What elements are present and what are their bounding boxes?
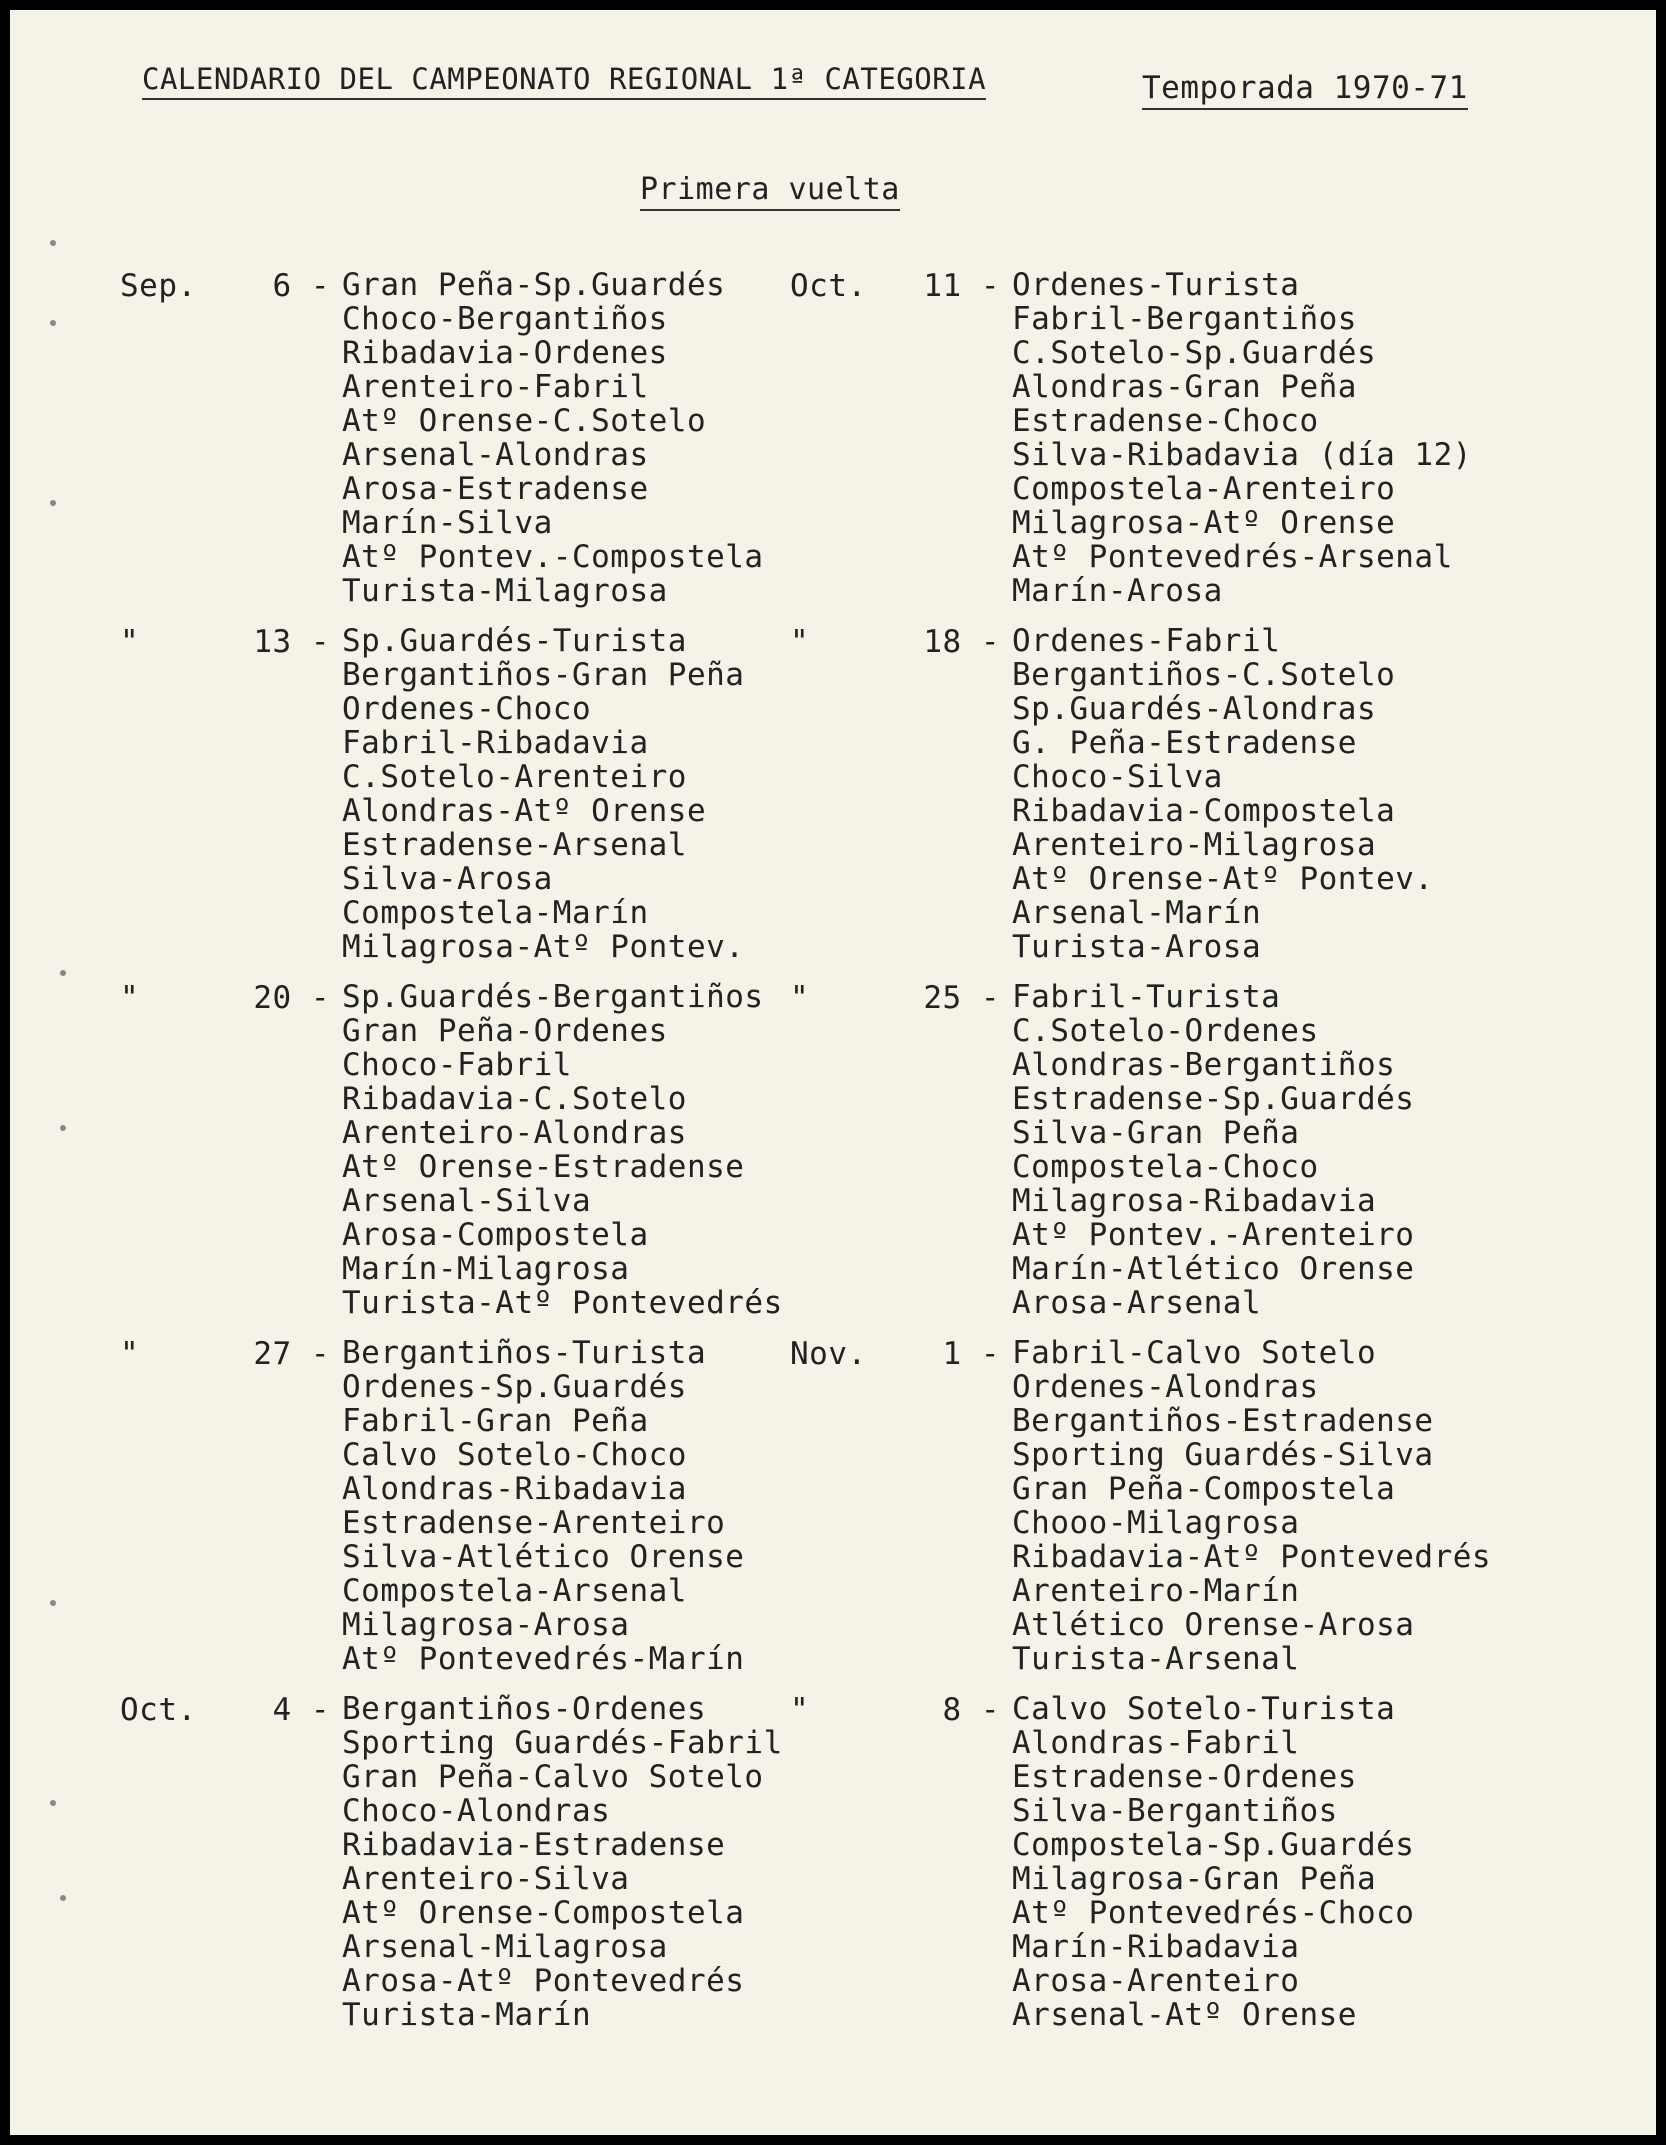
matchday-month: ": [790, 624, 810, 660]
match: Silva-Atlético Orense: [342, 1539, 745, 1575]
match: Alondras-Fabril: [1012, 1725, 1300, 1761]
matchday-month: ": [120, 1336, 140, 1372]
paper-speck: [60, 1125, 66, 1131]
match: Marín-Atlético Orense: [1012, 1251, 1415, 1287]
match: Choco-Fabril: [342, 1047, 572, 1083]
match: C.Sotelo-Arenteiro: [342, 759, 687, 795]
match: Silva-Bergantiños: [1012, 1793, 1338, 1829]
matchday: [790, 268, 1610, 624]
match: Turista-Arosa: [1012, 929, 1262, 965]
match: Milagrosa-Ribadavia: [1012, 1183, 1377, 1219]
match: Ribadavia-Ordenes: [342, 335, 668, 371]
match: Choco-Alondras: [342, 1793, 611, 1829]
match: Calvo Sotelo-Choco: [342, 1437, 687, 1473]
match: Ordenes-Fabril: [1012, 623, 1281, 659]
match: Estradense-Ordenes: [1012, 1759, 1357, 1795]
match: Arosa-Atº Pontevedrés: [342, 1963, 745, 1999]
match: Ribadavia-Estradense: [342, 1827, 726, 1863]
match: Arosa-Arenteiro: [1012, 1963, 1300, 1999]
match: C.Sotelo-Ordenes: [1012, 1013, 1319, 1049]
matchday-month: Oct.: [120, 1692, 197, 1728]
matchday-day: 25 -: [923, 980, 1000, 1016]
matchday-month: ": [120, 624, 140, 660]
match: Choco-Bergantiños: [342, 301, 668, 337]
matchday-day: 13 -: [253, 624, 330, 660]
match: Ordenes-Choco: [342, 691, 592, 727]
match: Marín-Ribadavia: [1012, 1929, 1300, 1965]
match: Bergantiños-Estradense: [1012, 1403, 1434, 1439]
match: Alondras-Gran Peña: [1012, 369, 1357, 405]
match-list: [342, 1692, 783, 2032]
match-list: [1012, 624, 1434, 964]
match-list: [1012, 268, 1472, 608]
match: Ribadavia-Compostela: [1012, 793, 1396, 829]
match: Silva-Gran Peña: [1012, 1115, 1300, 1151]
match: Silva-Ribadavia (día 12): [1012, 437, 1472, 473]
matchday-day: 4 -: [272, 1692, 330, 1728]
match: Atº Pontevedrés-Arsenal: [1012, 539, 1453, 575]
match: Arosa-Compostela: [342, 1217, 649, 1253]
match: Milagrosa-Atº Pontev.: [342, 929, 745, 965]
match: Ribadavia-C.Sotelo: [342, 1081, 687, 1117]
matchday: [790, 624, 1610, 980]
match: Fabril-Gran Peña: [342, 1403, 649, 1439]
match: Arosa-Estradense: [342, 471, 649, 507]
matchday-day: 18 -: [923, 624, 1000, 660]
match: Arenteiro-Fabril: [342, 369, 649, 405]
match: Sp.Guardés-Bergantiños: [342, 979, 764, 1015]
match: Silva-Arosa: [342, 861, 553, 897]
match: Ordenes-Sp.Guardés: [342, 1369, 687, 1405]
match: Marín-Milagrosa: [342, 1251, 630, 1287]
match: Turista-Milagrosa: [342, 573, 668, 609]
match: Marín-Arosa: [1012, 573, 1223, 609]
match: Estradense-Arenteiro: [342, 1505, 726, 1541]
match: Alondras-Atº Orense: [342, 793, 707, 829]
paper-speck: [50, 500, 56, 506]
match: Atº Orense-Estradense: [342, 1149, 745, 1185]
match: Milagrosa-Arosa: [342, 1607, 630, 1643]
match: Atº Pontevedrés-Choco: [1012, 1895, 1415, 1931]
match: Ribadavia-Atº Pontevedrés: [1012, 1539, 1492, 1575]
match: Marín-Silva: [342, 505, 553, 541]
match: Chooo-Milagrosa: [1012, 1505, 1300, 1541]
match: Gran Peña-Calvo Sotelo: [342, 1759, 764, 1795]
match: Arsenal-Atº Orense: [1012, 1997, 1357, 2033]
matchday-day: 27 -: [253, 1336, 330, 1372]
match-list: [1012, 1692, 1414, 2032]
match: Fabril-Turista: [1012, 979, 1281, 1015]
match: Turista-Marín: [342, 1997, 592, 2033]
match: Gran Peña-Ordenes: [342, 1013, 668, 1049]
matchday-day: 1 -: [942, 1336, 1000, 1372]
match: Arsenal-Alondras: [342, 437, 649, 473]
matchday: [790, 980, 1610, 1336]
match: G. Peña-Estradense: [1012, 725, 1357, 761]
match: Compostela-Choco: [1012, 1149, 1319, 1185]
document-title: CALENDARIO DEL CAMPEONATO REGIONAL 1ª CATEGORIA: [142, 62, 986, 100]
matchday: [790, 1336, 1610, 1692]
match: Gran Peña-Sp.Guardés: [342, 267, 726, 303]
matchday-day: 6 -: [272, 268, 330, 304]
matchday-day: 11 -: [923, 268, 1000, 304]
match: Arenteiro-Marín: [1012, 1573, 1300, 1609]
match: Compostela-Arenteiro: [1012, 471, 1396, 507]
match: Alondras-Bergantiños: [1012, 1047, 1396, 1083]
match: Bergantiños-C.Sotelo: [1012, 657, 1396, 693]
paper-speck: [60, 970, 66, 976]
match: Gran Peña-Compostela: [1012, 1471, 1396, 1507]
match: Bergantiños-Gran Peña: [342, 657, 745, 693]
right-column: [790, 268, 1610, 2048]
paper-speck: [50, 1600, 56, 1606]
matchday-month: ": [790, 1692, 810, 1728]
match: Turista-Arsenal: [1012, 1641, 1300, 1677]
match: Arenteiro-Milagrosa: [1012, 827, 1377, 863]
matchday-day: 20 -: [253, 980, 330, 1016]
match: Atº Pontev.-Compostela: [342, 539, 764, 575]
match: Ordenes-Turista: [1012, 267, 1300, 303]
match: Atº Pontevedrés-Marín: [342, 1641, 745, 1677]
paper-speck: [50, 1800, 56, 1806]
match: Fabril-Calvo Sotelo: [1012, 1335, 1377, 1371]
match: Atº Orense-C.Sotelo: [342, 403, 707, 439]
paper-speck: [50, 240, 56, 246]
match: Compostela-Marín: [342, 895, 649, 931]
match: Milagrosa-Atº Orense: [1012, 505, 1396, 541]
match: Arenteiro-Silva: [342, 1861, 630, 1897]
match-list: [342, 268, 764, 608]
match: Sporting Guardés-Fabril: [342, 1725, 783, 1761]
match: C.Sotelo-Sp.Guardés: [1012, 335, 1377, 371]
match: Atlético Orense-Arosa: [1012, 1607, 1415, 1643]
matchday-month: Oct.: [790, 268, 867, 304]
match: Sp.Guardés-Turista: [342, 623, 687, 659]
match: Atº Orense-Compostela: [342, 1895, 745, 1931]
paper-speck: [60, 1895, 66, 1901]
matchday-day: 8 -: [942, 1692, 1000, 1728]
match: Atº Pontev.-Arenteiro: [1012, 1217, 1415, 1253]
match-list: [1012, 1336, 1491, 1676]
match: Milagrosa-Gran Peña: [1012, 1861, 1377, 1897]
match: Arosa-Arsenal: [1012, 1285, 1262, 1321]
season-label: Temporada 1970-71: [1142, 70, 1468, 110]
match: Compostela-Sp.Guardés: [1012, 1827, 1415, 1863]
match: Choco-Silva: [1012, 759, 1223, 795]
match: Arsenal-Milagrosa: [342, 1929, 668, 1965]
match: Fabril-Bergantiños: [1012, 301, 1357, 337]
match: Sporting Guardés-Silva: [1012, 1437, 1434, 1473]
match: Ordenes-Alondras: [1012, 1369, 1319, 1405]
match-list: [1012, 980, 1414, 1320]
match: Estradense-Choco: [1012, 403, 1319, 439]
match-list: [342, 624, 744, 964]
matchday-month: ": [120, 980, 140, 1016]
match: Turista-Atº Pontevedrés: [342, 1285, 783, 1321]
match: Arenteiro-Alondras: [342, 1115, 687, 1151]
matchday-month: Sep.: [120, 268, 197, 304]
paper-speck: [50, 320, 56, 326]
match: Estradense-Sp.Guardés: [1012, 1081, 1415, 1117]
match: Estradense-Arsenal: [342, 827, 687, 863]
match: Atº Orense-Atº Pontev.: [1012, 861, 1434, 897]
match: Bergantiños-Ordenes: [342, 1691, 707, 1727]
match: Alondras-Ribadavia: [342, 1471, 687, 1507]
matchday: [790, 1692, 1610, 2048]
document-page: [10, 10, 1656, 2135]
matchday-month: ": [790, 980, 810, 1016]
match: Fabril-Ribadavia: [342, 725, 649, 761]
match-list: [342, 980, 783, 1320]
matchday-month: Nov.: [790, 1336, 867, 1372]
match: Arsenal-Silva: [342, 1183, 592, 1219]
match: Sp.Guardés-Alondras: [1012, 691, 1377, 727]
round-title: Primera vuelta: [640, 172, 900, 211]
match: Arsenal-Marín: [1012, 895, 1262, 931]
match: Calvo Sotelo-Turista: [1012, 1691, 1396, 1727]
match-list: [342, 1336, 744, 1676]
match: Compostela-Arsenal: [342, 1573, 687, 1609]
match: Bergantiños-Turista: [342, 1335, 707, 1371]
